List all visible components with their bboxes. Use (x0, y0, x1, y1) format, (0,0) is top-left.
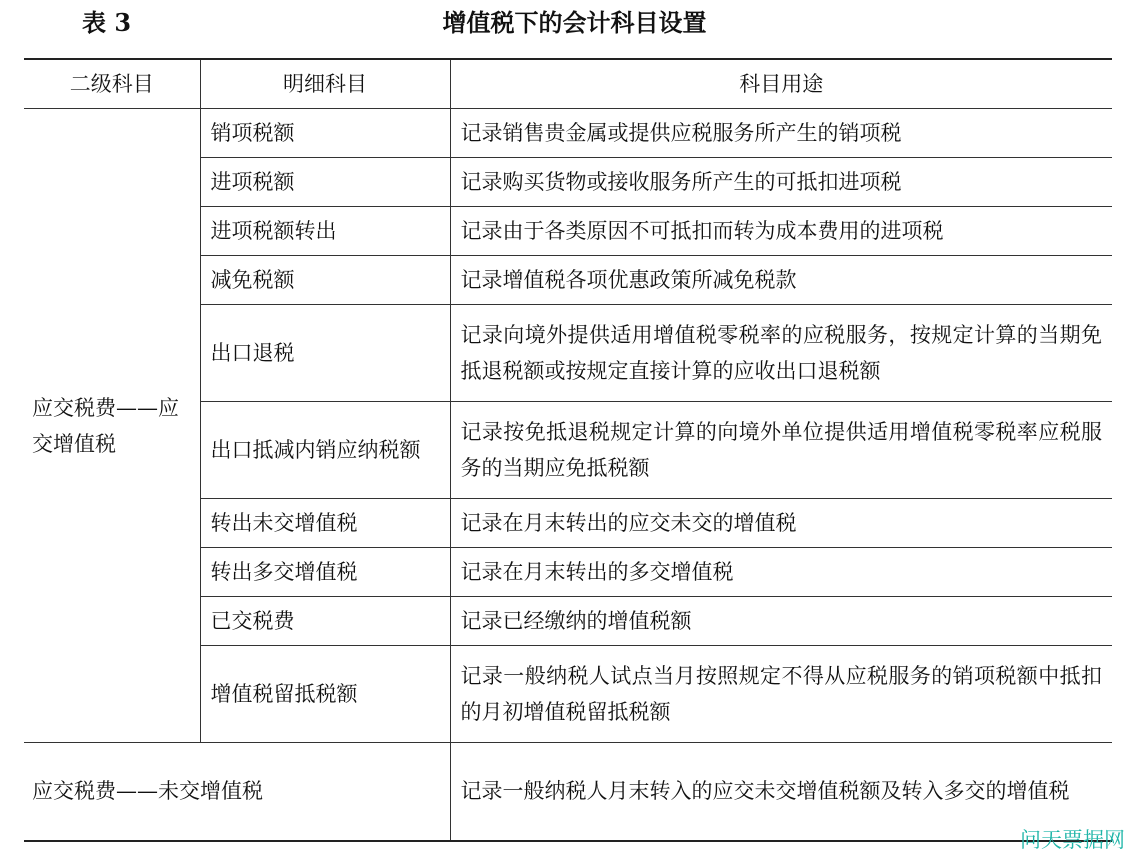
table-row (24, 743, 1112, 841)
use-cell: 记录向境外提供适用增值税零税率的应税服务，按规定计算的当期免抵退税额或按规定直接计算的应收出口退税额 (450, 305, 1112, 402)
header-use: 科目用途 (450, 59, 1112, 109)
use-cell: 记录销售贵金属或提供应税服务所产生的销项税 (450, 109, 1112, 158)
header-detail: 明细科目 (200, 59, 450, 109)
use-cell: 记录在月末转出的应交未交的增值税 (450, 499, 1112, 548)
detail-cell: 出口退税 (200, 305, 450, 402)
use-cell: 记录按免抵退税规定计算的向境外单位提供适用增值税零税率应税服务的当期应免抵税额 (450, 402, 1112, 499)
use-cell: 记录增值税各项优惠政策所减免税款 (450, 256, 1112, 305)
detail-cell: 减免税额 (200, 256, 450, 305)
detail-cell: 增值税留抵税额 (200, 646, 450, 743)
table-number: 表 3 (82, 8, 132, 37)
header-row (24, 59, 1112, 109)
header-second-level: 二级科目 (24, 59, 200, 109)
use-cell: 记录在月末转出的多交增值税 (450, 548, 1112, 597)
use-cell: 记录已经缴纳的增值税额 (450, 597, 1112, 646)
use-cell: 记录一般纳税人试点当月按照规定不得从应税服务的销项税额中抵扣的月初增值税留抵税额 (450, 646, 1112, 743)
table-row (24, 109, 1112, 158)
use-cell: 记录一般纳税人月末转入的应交未交增值税额及转入多交的增值税 (450, 743, 1112, 841)
detail-cell: 进项税额 (200, 158, 450, 207)
detail-cell: 销项税额 (200, 109, 450, 158)
second-level-cell-unpaid-vat: 应交税费——未交增值税 (24, 743, 450, 841)
detail-cell: 转出未交增值税 (200, 499, 450, 548)
vat-accounts-table (24, 58, 1112, 842)
detail-cell: 转出多交增值税 (200, 548, 450, 597)
watermark-text: 问天票据网 (1020, 828, 1125, 852)
second-level-cell-vat-payable: 应交税费——应交增值税 (24, 109, 200, 743)
table-title: 增值税下的会计科目设置 (442, 9, 707, 37)
detail-cell: 进项税额转出 (200, 207, 450, 256)
use-cell: 记录购买货物或接收服务所产生的可抵扣进项税 (450, 158, 1112, 207)
detail-cell: 出口抵减内销应纳税额 (200, 402, 450, 499)
use-cell: 记录由于各类原因不可抵扣而转为成本费用的进项税 (450, 207, 1112, 256)
detail-cell: 已交税费 (200, 597, 450, 646)
